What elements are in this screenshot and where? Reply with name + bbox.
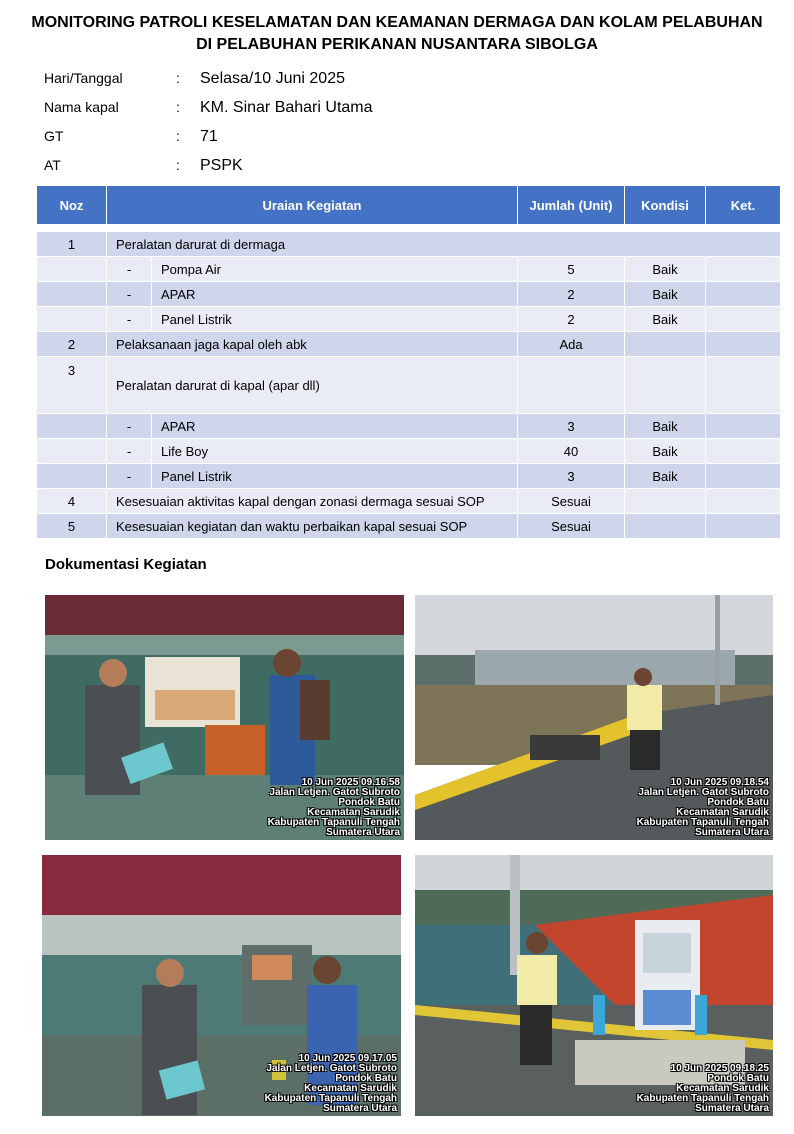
- row-dash: -: [107, 414, 152, 439]
- row-kondisi: Baik: [625, 464, 706, 489]
- title-line-2: DI PELABUHAN PERIKANAN NUSANTARA SIBOLGA: [196, 36, 598, 53]
- table-row: [37, 257, 781, 282]
- photo-fuel-dispenser-inspection: [415, 855, 773, 1116]
- table-row: [37, 414, 781, 439]
- activity-table: [36, 185, 781, 539]
- row-item: APAR: [152, 414, 518, 439]
- table-row: [37, 439, 781, 464]
- meta-label: Hari/Tanggal: [44, 70, 123, 86]
- row-text: Peralatan darurat di kapal (apar dll): [107, 357, 518, 414]
- row-jumlah: Ada: [518, 332, 625, 357]
- row-jumlah: 3: [518, 464, 625, 489]
- row-kondisi: Baik: [625, 257, 706, 282]
- row-kondisi: Baik: [625, 414, 706, 439]
- row-dash: -: [107, 307, 152, 332]
- meta-colon: :: [176, 157, 180, 173]
- meta-label: Nama kapal: [44, 99, 119, 115]
- header-ket: Ket.: [706, 186, 781, 225]
- row-jumlah: 2: [518, 307, 625, 332]
- row-jumlah: Sesuai: [518, 514, 625, 539]
- meta-value: Selasa/10 Juni 2025: [200, 70, 345, 87]
- meta-value: PSPK: [200, 157, 243, 174]
- photo-timestamp: 10 Jun 2025 09.17.05 Jalan Letjen. Gatot Subroto Pondok Batu Kecamatan Sarudik Kabupaten Tapanuli Tengah Sumatera Utara: [264, 1053, 397, 1114]
- row-kondisi: Baik: [625, 439, 706, 464]
- photo-timestamp: 10 Jun 2025 09.18.25 Pondok Batu Kecamatan Sarudik Kabupaten Tapanuli Tengah Sumatera Utara: [636, 1063, 769, 1114]
- table-row: [37, 514, 781, 539]
- row-item: APAR: [152, 282, 518, 307]
- row-dash: -: [107, 464, 152, 489]
- table-row: [37, 489, 781, 514]
- table-row: [37, 357, 781, 414]
- row-kondisi: Baik: [625, 282, 706, 307]
- header-no: Noz: [37, 186, 107, 225]
- row-text: Peralatan darurat di dermaga: [107, 232, 781, 257]
- row-dash: -: [107, 257, 152, 282]
- row-item: Panel Listrik: [152, 307, 518, 332]
- row-dash: -: [107, 439, 152, 464]
- row-no: 3: [37, 357, 107, 414]
- row-jumlah: 3: [518, 414, 625, 439]
- table-row: [37, 332, 781, 357]
- row-jumlah: 40: [518, 439, 625, 464]
- document-title: [0, 12, 794, 56]
- meta-value: 71: [200, 128, 218, 145]
- row-item: Panel Listrik: [152, 464, 518, 489]
- photo-harbor-pier-inspection: [415, 595, 773, 840]
- row-jumlah: Sesuai: [518, 489, 625, 514]
- row-text: Pelaksanaan jaga kapal oleh abk: [107, 332, 518, 357]
- photo-timestamp: 10 Jun 2025 09.18.54 Jalan Letjen. Gatot Subroto Pondok Batu Kecamatan Sarudik Kabupaten Tapanuli Tengah Sumatera Utara: [636, 777, 769, 838]
- row-item: Pompa Air: [152, 257, 518, 282]
- photo-ship-cabin-inspection-1: [45, 595, 404, 840]
- section-title: Dokumentasi Kegiatan: [45, 556, 207, 573]
- row-no: 4: [37, 489, 107, 514]
- meta-value: KM. Sinar Bahari Utama: [200, 99, 373, 116]
- header-kondisi: Kondisi: [625, 186, 706, 225]
- row-no: 1: [37, 232, 107, 257]
- row-jumlah: 5: [518, 257, 625, 282]
- header-uraian: Uraian Kegiatan: [107, 186, 518, 225]
- row-dash: -: [107, 282, 152, 307]
- header-jumlah: Jumlah (Unit): [518, 186, 625, 225]
- meta-colon: :: [176, 128, 180, 144]
- title-line-1: MONITORING PATROLI KESELAMATAN DAN KEAMANAN DERMAGA DAN KOLAM PELABUHAN: [31, 14, 763, 31]
- meta-colon: :: [176, 99, 180, 115]
- table-row: [37, 464, 781, 489]
- meta-colon: :: [176, 70, 180, 86]
- photo-ship-cabin-inspection-2: [42, 855, 401, 1116]
- row-item: Life Boy: [152, 439, 518, 464]
- row-text: Kesesuaian aktivitas kapal dengan zonasi dermaga sesuai SOP: [107, 489, 518, 514]
- table-row: [37, 307, 781, 332]
- row-kondisi: Baik: [625, 307, 706, 332]
- row-text: Kesesuaian kegiatan dan waktu perbaikan kapal sesuai SOP: [107, 514, 518, 539]
- photo-timestamp: 10 Jun 2025 09.16.58 Jalan Letjen. Gatot Subroto Pondok Batu Kecamatan Sarudik Kabupaten Tapanuli Tengah Sumatera Utara: [267, 777, 400, 838]
- meta-label: AT: [44, 157, 61, 173]
- table-row: [37, 232, 781, 257]
- meta-label: GT: [44, 128, 64, 144]
- row-jumlah: 2: [518, 282, 625, 307]
- table-row: [37, 282, 781, 307]
- table-header-row: [37, 186, 781, 225]
- row-no: 5: [37, 514, 107, 539]
- row-no: 2: [37, 332, 107, 357]
